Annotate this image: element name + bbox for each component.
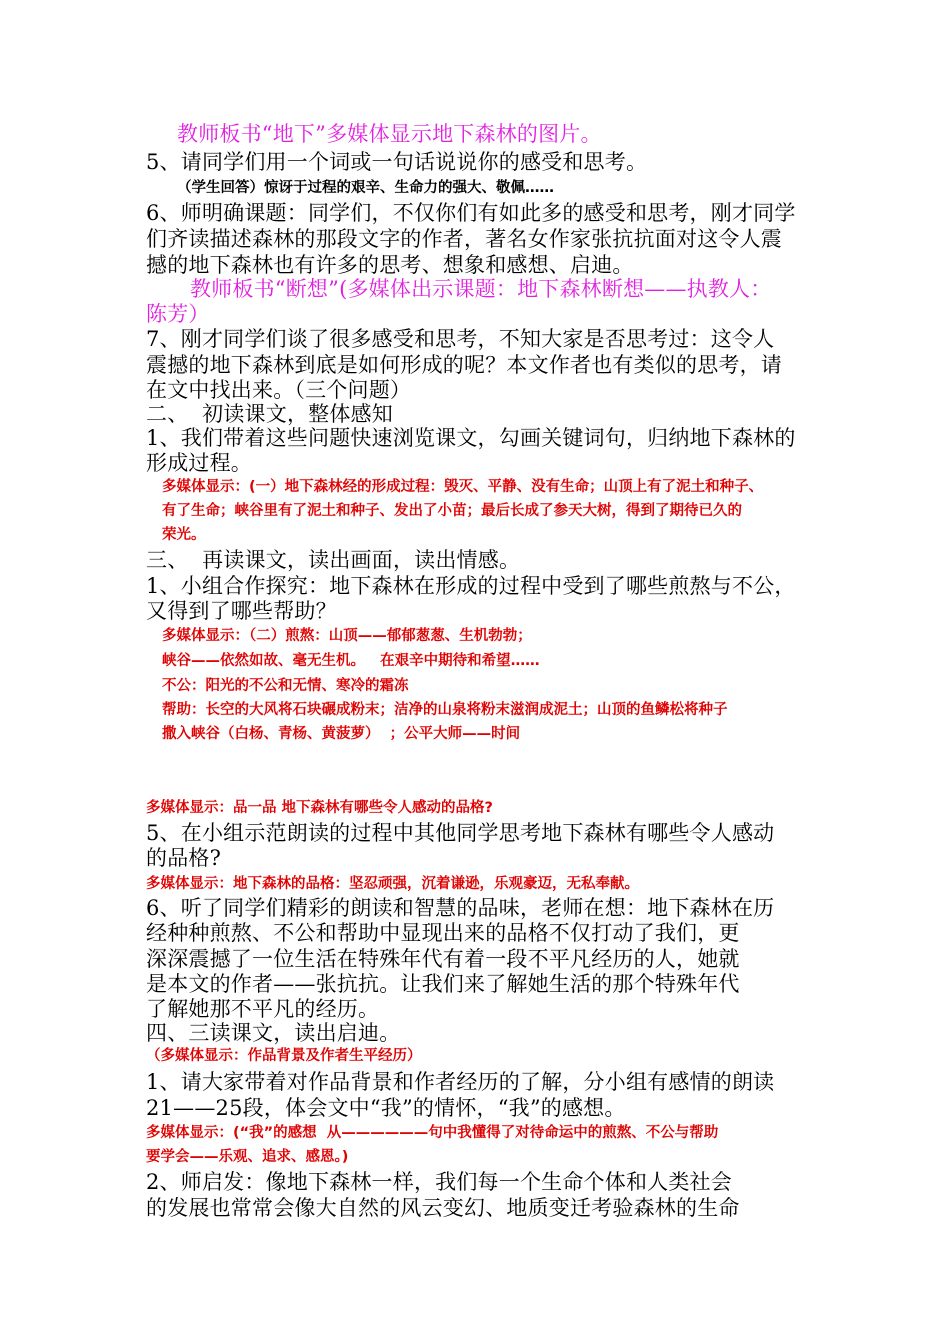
line-s3-q5-2: 的品格? xyxy=(146,846,222,870)
line-media-2e: 撒入峡谷（白杨、青杨、黄菠萝） ；公平大师——时间 xyxy=(162,726,521,742)
line-s4-q2-1: 2、师启发：像地下森林一样，我们每一个生命个体和人类社会 xyxy=(146,1170,732,1194)
line-media-2a: 多媒体显示：（二）煎熬：山顶——郁郁葱葱、生机勃勃； xyxy=(162,628,532,644)
section-heading-2: 二、 初读课文，整体感知 xyxy=(146,402,393,426)
line-media-5: （多媒体显示：作品背景及作者生平经历） xyxy=(146,1048,422,1064)
line-s3-q6-1: 6、听了同学们精彩的朗读和智慧的品味，老师在想：地下森林在历 xyxy=(146,896,775,920)
line-s3-q6-4: 是本文的作者——张抗抗。让我们来了解她生活的那个特殊年代 xyxy=(146,972,740,996)
line-s3-q1-2: 又得到了哪些帮助？ xyxy=(146,599,337,623)
line-teacher-board-2: 教师板书“断想”(多媒体出示课题：地下森林断想——执教人： xyxy=(190,277,772,301)
line-student-answer: （学生回答）惊讶于过程的艰辛、生命力的强大、敬佩…… xyxy=(177,180,554,196)
line-q5: 5、请同学们用一个词或一句话说说你的感受和思考。 xyxy=(146,150,648,174)
line-media-2d: 帮助：长空的大风将石块碾成粉末；洁净的山泉将粉末滋润成泥土；山顶的鱼鳞松将种子 xyxy=(162,702,728,718)
line-s3-q6-5: 了解她那不平凡的经历。 xyxy=(146,997,380,1021)
line-s2-q1-1: 1、我们带着这些问题快速浏览课文，勾画关键词句，归纳地下森林的 xyxy=(146,426,796,450)
line-s2-q1-2: 形成过程。 xyxy=(146,451,252,475)
line-media-2b: 峡谷——依然如故、毫无生机。 在艰辛中期待和希望…… xyxy=(162,653,540,669)
section-heading-4: 四、三读课文，读出启迪。 xyxy=(146,1021,401,1045)
line-s4-q1-2: 21——25段，体会文中“我”的情怀，“我”的感想。 xyxy=(146,1096,626,1120)
line-q6-1: 6、师明确课题：同学们，不仅你们有如此多的感受和思考，刚才同学 xyxy=(146,201,796,225)
line-media-6a: 多媒体显示：(“我”的感想 从——————句中我懂得了对待命运中的煎熬、不公与帮助 xyxy=(146,1125,719,1141)
line-s4-q2-2: 的发展也常常会像大自然的风云变幻、地质变迁考验森林的生命 xyxy=(146,1196,740,1220)
line-teacher-board-1: 教师板书“地下”多媒体显示地下森林的图片。 xyxy=(177,122,602,146)
line-s3-q1-1: 1、小组合作探究：地下森林在形成的过程中受到了哪些煎熬与不公， xyxy=(146,574,796,598)
line-media-1a: 多媒体显示：(一）地下森林经的形成过程：毁灭、平静、没有生命；山顶上有了泥土和种子、 xyxy=(162,479,764,495)
line-media-3: 多媒体显示：品一品 地下森林有哪些令人感动的品格? xyxy=(146,800,493,816)
line-s3-q6-2: 经种种煎熬、不公和帮助中显现出来的品格不仅打动了我们，更 xyxy=(146,921,740,945)
line-s3-q6-3: 深深震撼了一位生活在特殊年代有着一段不平凡经历的人，她就 xyxy=(146,947,740,971)
line-q6-3: 撼的地下森林也有许多的思考、想象和感想、启迪。 xyxy=(146,253,634,277)
line-media-6b: 要学会——乐观、追求、感恩。) xyxy=(146,1149,349,1165)
line-s4-q1-1: 1、请大家带着对作品背景和作者经历的了解，分小组有感情的朗读 xyxy=(146,1070,775,1094)
line-s3-q5-1: 5、在小组示范朗读的过程中其他同学思考地下森林有哪些令人感动 xyxy=(146,821,775,845)
section-heading-3: 三、 再读课文，读出画面，读出情感。 xyxy=(146,548,521,572)
line-q7-3: 在文中找出来。（三个问题） xyxy=(146,378,412,402)
line-media-1c: 荣光。 xyxy=(162,527,206,543)
line-teacher-board-3: 陈芳） xyxy=(146,302,210,326)
line-q7-2: 震撼的地下森林到底是如何形成的呢？本文作者也有类似的思考，请 xyxy=(146,353,782,377)
line-media-1b: 有了生命；峡谷里有了泥土和种子、发出了小苗；最后长成了参天大树，得到了期待已久的 xyxy=(162,503,742,519)
line-media-4: 多媒体显示：地下森林的品格：坚忍顽强，沉着谦逊，乐观豪迈，无私奉献。 xyxy=(146,876,639,892)
line-q7-1: 7、刚才同学们谈了很多感受和思考，不知大家是否思考过：这令人 xyxy=(146,327,775,351)
line-q6-2: 们齐读描述森林的那段文字的作者，著名女作家张抗抗面对这令人震 xyxy=(146,227,782,251)
line-media-2c: 不公：阳光的不公和无情、寒冷的霜冻 xyxy=(162,678,409,694)
